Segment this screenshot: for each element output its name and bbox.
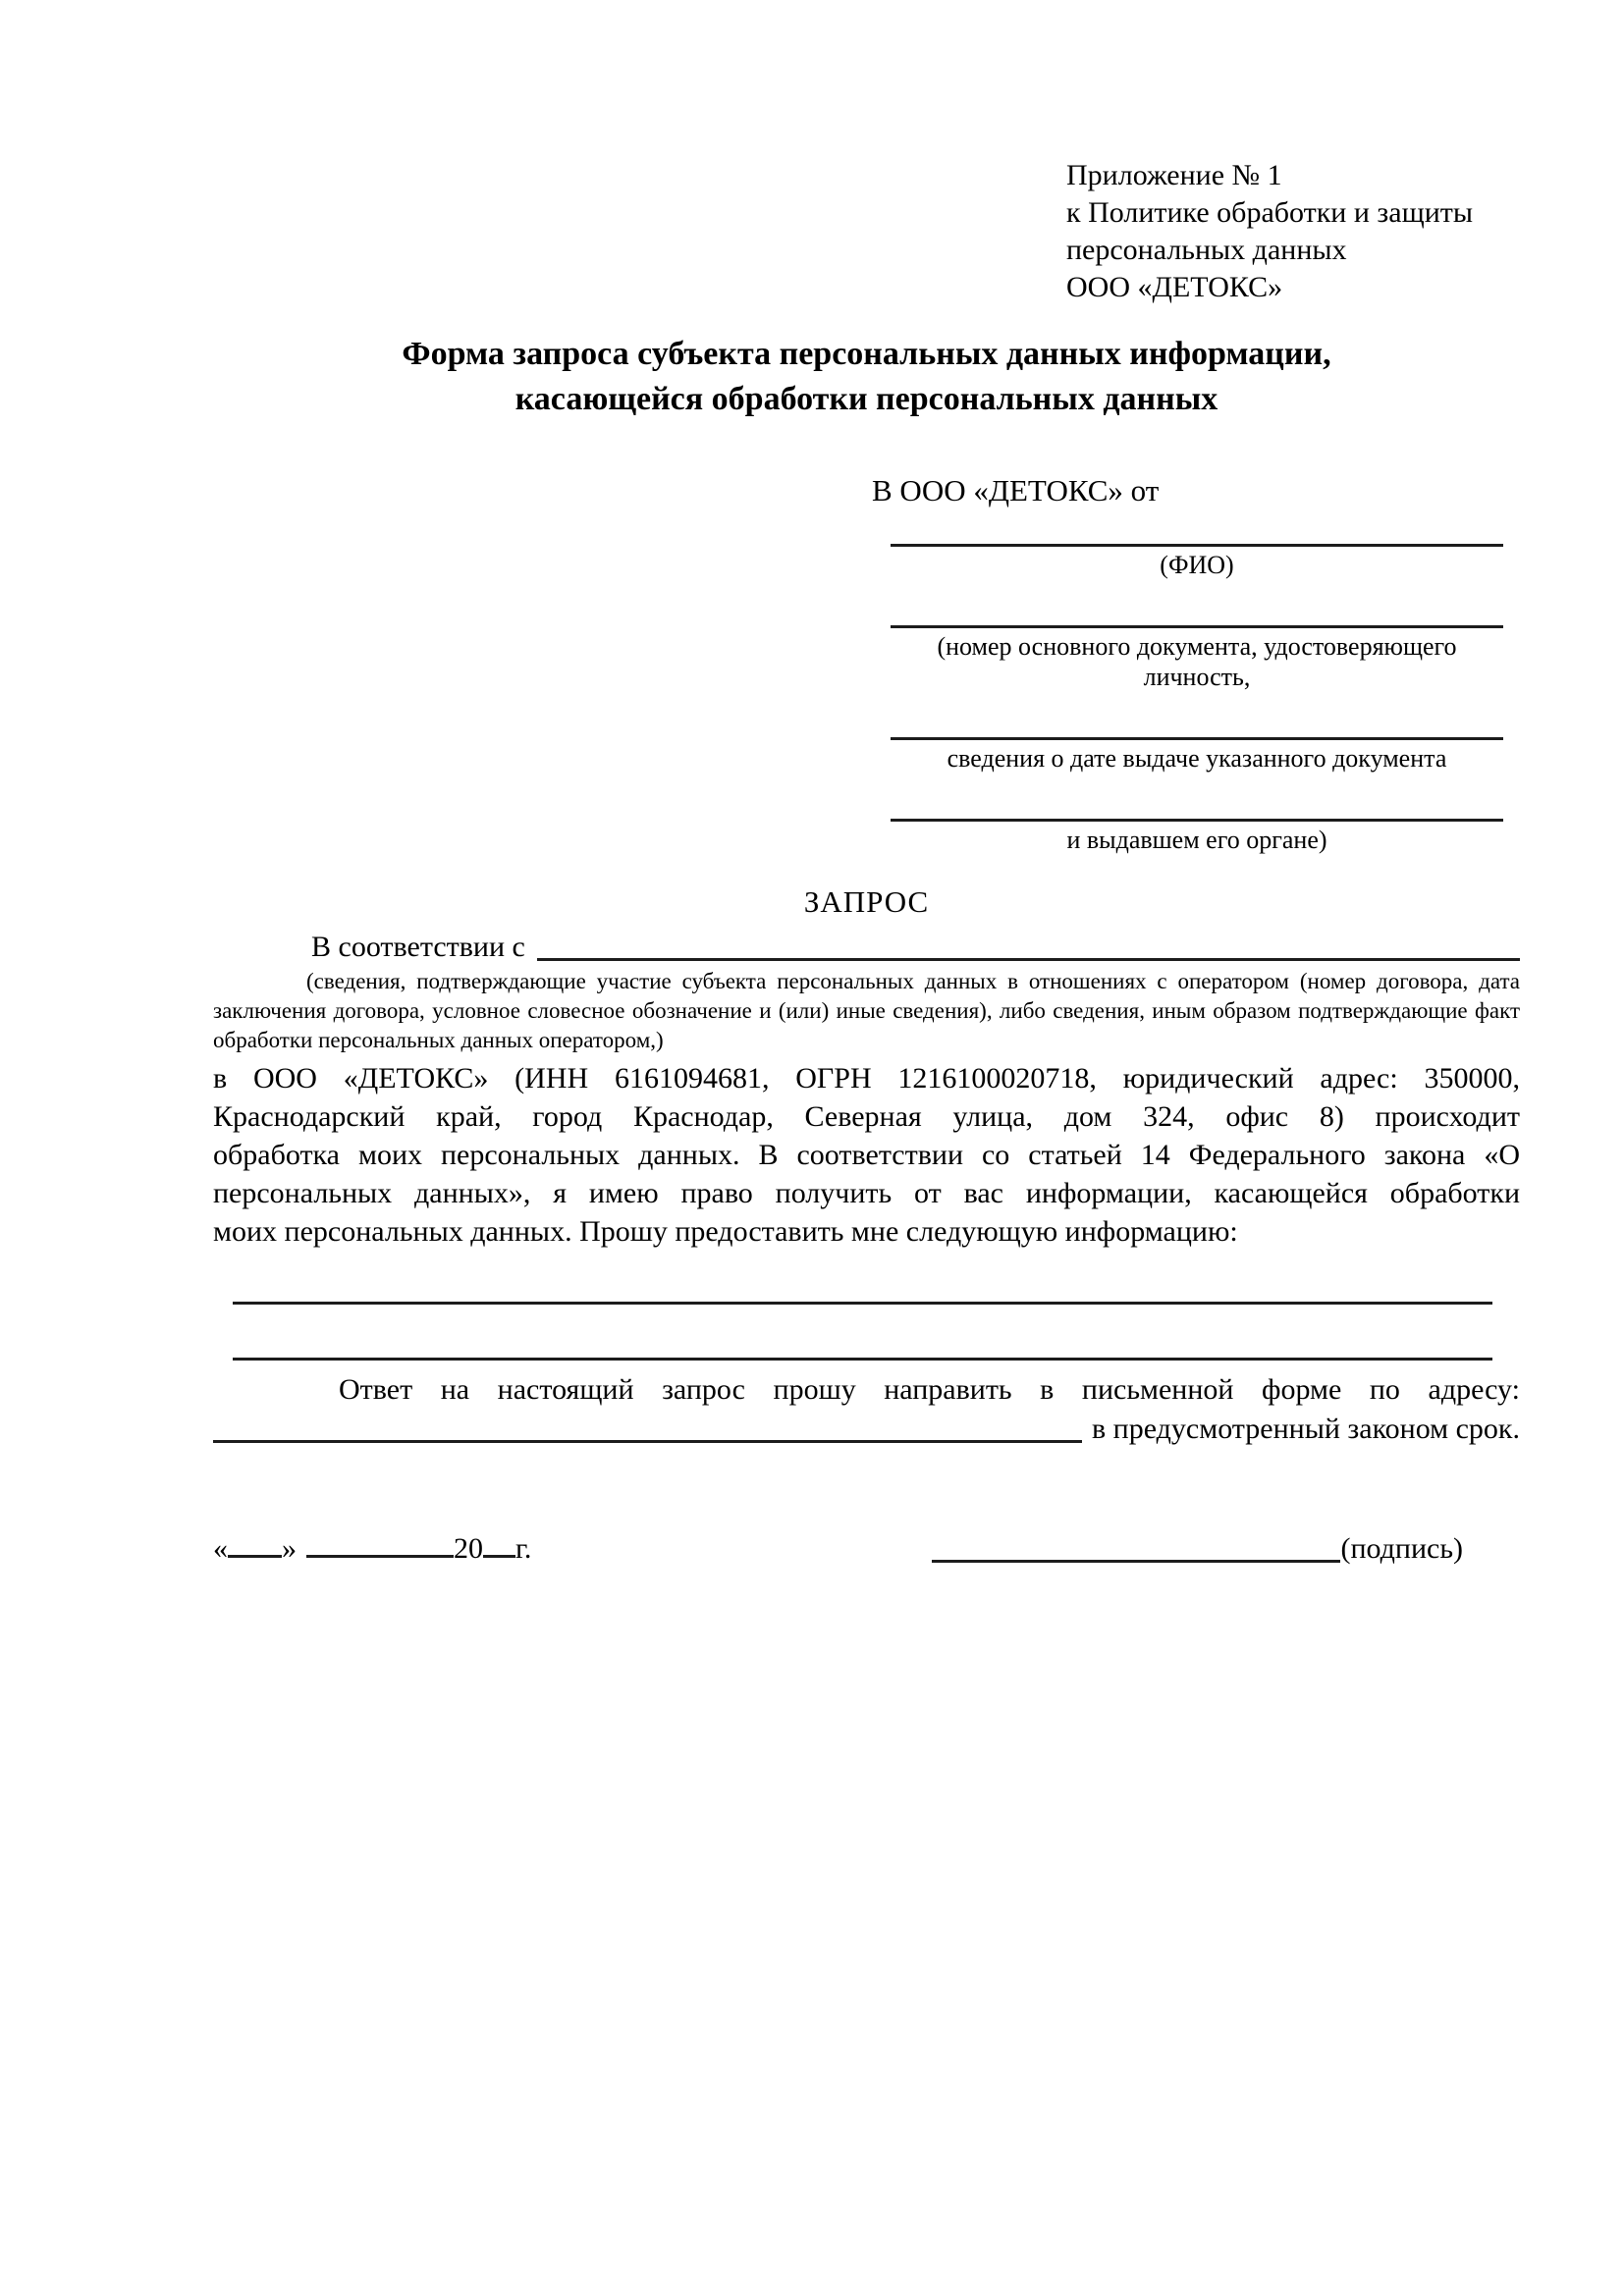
accordance-line (213, 928, 1520, 967)
issuing-authority-field (891, 819, 1503, 855)
date-year-prefix: 20 (454, 1532, 483, 1565)
accordance-note-line-3: обработки персональных данных оператором,) (213, 1028, 664, 1052)
page-title-line-2: касающейся обработки персональных данных (514, 381, 1218, 417)
request-body-line-3: обработка моих персональных данных. В соответствии со статьей 14 Федерального закона «О (213, 1139, 1520, 1171)
request-body-line-5: моих персональных данных. Прошу предоставить мне следующую информацию: (213, 1215, 1238, 1248)
accordance-note (213, 967, 1520, 1055)
request-heading: ЗАПРОС (803, 884, 930, 919)
date-close-quote: » (282, 1532, 297, 1565)
signature-caption: (подпись) (1340, 1532, 1463, 1565)
fio-caption: (ФИО) (1160, 551, 1234, 579)
page-title (213, 332, 1520, 422)
response-term-line (213, 1410, 1520, 1449)
issuing-authority-caption: и выдавшем его органе) (1066, 826, 1327, 854)
date-year-fill-line (483, 1554, 515, 1558)
addressee-line: В ООО «ДЕТОКС» от (872, 473, 1160, 507)
appendix-line-4: ООО «ДЕТОКС» (1066, 271, 1283, 303)
appendix-line-1: Приложение № 1 (1066, 159, 1282, 191)
fio-fill-line (891, 544, 1503, 547)
appendix-line-2: к Политике обработки и защиты (1066, 196, 1474, 229)
date-field (213, 1529, 531, 1569)
request-body-line-4: персональных данных», я имею право получить от вас информации, касающейся обработки (213, 1177, 1520, 1209)
date-month-fill-line (306, 1554, 454, 1558)
document-number-field (891, 625, 1503, 692)
signature-row (213, 1529, 1520, 1569)
date-day-fill-line (228, 1554, 282, 1558)
signature-fill-line (932, 1560, 1340, 1563)
issue-date-field (891, 737, 1503, 774)
signature-field (932, 1529, 1463, 1569)
request-body-line-2: Краснодарский край, город Краснодар, Северная улица, дом 324, офис 8) происходит (213, 1100, 1520, 1133)
document-number-caption: (номер основного документа, удостоверяющего личность, (937, 632, 1457, 691)
date-year-suffix: г. (515, 1532, 532, 1565)
accordance-note-line-2: заключения договора, условное словесное обозначение и (или) иные сведения), либо сведения, иным образом подтверждающие факт (213, 998, 1520, 1023)
response-address-line: Ответ на настоящий запрос прошу направить в письменной форме по адресу: (339, 1373, 1520, 1406)
accordance-label: В соответствии с (311, 931, 525, 963)
issue-date-caption: сведения о дате выдаче указанного документа (947, 744, 1447, 773)
address-fill-line (213, 1440, 1082, 1443)
request-body (213, 1059, 1520, 1251)
issue-date-fill-line (891, 737, 1503, 740)
accordance-fill-line (537, 958, 1520, 961)
information-fill-line-2 (233, 1358, 1492, 1361)
request-body-line-1: в ООО «ДЕТОКС» (ИНН 6161094681, ОГРН 1216100020718, юридический адрес: 350000, (213, 1062, 1520, 1095)
document-number-fill-line (891, 625, 1503, 628)
appendix-line-3: персональных данных (1066, 234, 1347, 266)
issuing-authority-fill-line (891, 819, 1503, 822)
information-fill-line-1 (233, 1302, 1492, 1305)
date-open-quote: « (213, 1532, 228, 1565)
fio-field (891, 544, 1503, 580)
response-term-text: в предусмотренный законом срок. (1092, 1413, 1520, 1445)
appendix-block (1066, 157, 1520, 306)
page-title-line-1: Форма запроса субъекта персональных данных информации, (402, 336, 1331, 372)
accordance-note-line-1: (сведения, подтверждающие участие субъекта персональных данных в отношениях с оператором (номер договора, дата (306, 969, 1520, 993)
